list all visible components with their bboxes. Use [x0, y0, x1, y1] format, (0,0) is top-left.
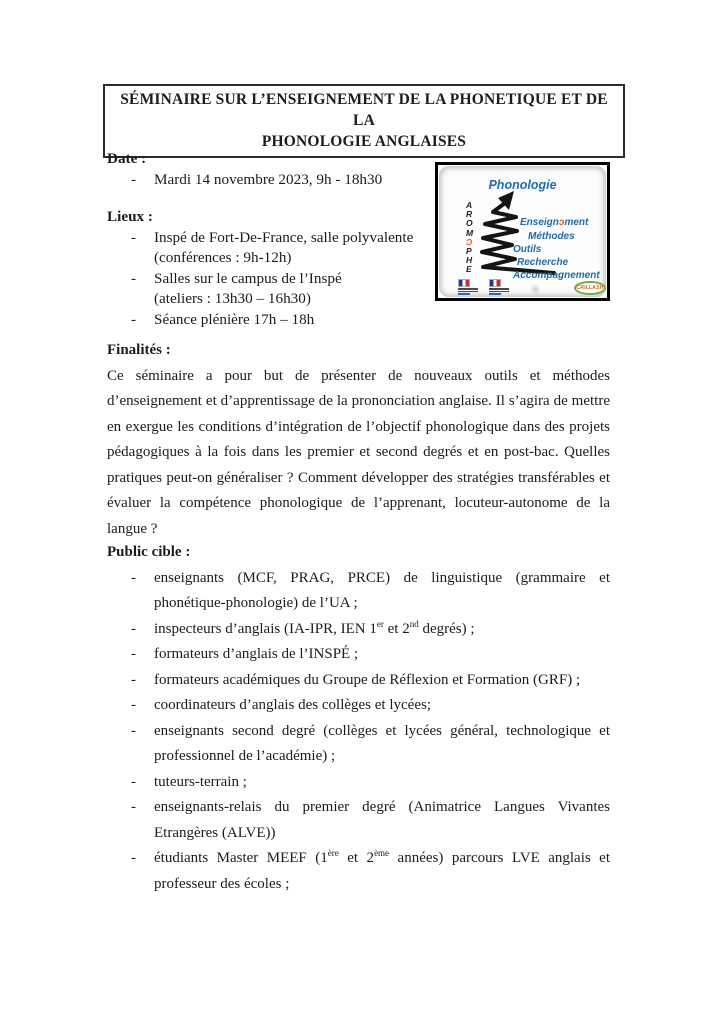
enseignement-label: [520, 217, 588, 228]
list-item-text: tuteurs-terrain ;: [154, 773, 247, 790]
list-item-text: Inspé de Fort-De-France, salle polyvalente (conférences : 9h-12h): [154, 228, 414, 266]
list-item-text: Mardi 14 novembre 2023, 9h - 18h30: [154, 170, 383, 188]
list-item: [131, 668, 610, 694]
finalites-paragraph: Ce séminaire a pour but de présenter de nouveaux outils et méthodes d’enseignement et d’apprentissage de la prononciation anglaise. Il s’agira de mettre en exergue les conditions d’intégration de l’objectif phonologique dans des projets pédagogiques à la fois dans les premier et second degrés et en post-bac. Quelles pratiques peut-on généraliser ? Comment développer des stratégies transférables et évaluer la compétence phonologique de l’apprenant, locuteur-autonome de la langue ?: [107, 367, 610, 537]
aromophe-letter: P: [466, 246, 472, 257]
aromophe-letter: Ɔ: [466, 236, 473, 247]
lieux-list: [107, 228, 437, 331]
aromophe-letter: H: [466, 255, 473, 266]
list-item: [131, 693, 610, 719]
list-item: [131, 170, 437, 191]
list-item: [131, 846, 610, 897]
list-item-text: formateurs d’anglais de l’INSPÉ ;: [154, 646, 359, 662]
crillash-logo-icon: [574, 281, 606, 295]
dash-bullet: -: [131, 671, 136, 688]
recherche-label: Recherche: [517, 257, 569, 268]
accompagnement-label: Accompagnement: [513, 270, 600, 281]
partner-logo-icon: [530, 284, 541, 295]
methodes-label: Méthodes: [528, 231, 575, 242]
dash-bullet: -: [131, 569, 136, 586]
list-item: [131, 269, 437, 310]
dash-bullet: -: [131, 269, 137, 287]
list-item-text: étudiants Master MEEF (1ère et 2ème années) parcours LVE anglais et professeur des écoles ;: [154, 848, 611, 892]
gov-logo-icon: [489, 279, 513, 295]
dash-bullet: -: [131, 646, 136, 662]
list-item-text: enseignants (MCF, PRAG, PRCE) de linguistique (grammaire et phonétique-phonologie) de l’UA ;: [154, 569, 610, 611]
list-item: [131, 566, 610, 617]
dash-bullet: -: [131, 799, 136, 815]
date-heading: Date :: [107, 150, 147, 167]
aromophe-letter: A: [466, 200, 473, 210]
title-box: [103, 84, 625, 158]
french-flag-icon: [489, 279, 501, 287]
dash-bullet: -: [131, 773, 136, 790]
section-date: [107, 149, 437, 190]
gov-logo-text: [489, 288, 513, 295]
logo-partners: [438, 279, 607, 296]
phonologie-label: Phonologie: [488, 178, 557, 192]
section-public-cible: [107, 540, 610, 897]
crillash-label: CRILLASH: [576, 285, 604, 291]
section-lieux: [107, 207, 437, 330]
gov-logo-icon: [458, 279, 482, 295]
dash-bullet: -: [131, 310, 137, 328]
list-item-text: formateurs académiques du Groupe de Réflexion et Formation (GRF) ;: [154, 671, 581, 688]
french-flag-icon: [458, 279, 470, 287]
title-line-1: SÉMINAIRE SUR L’ENSEIGNEMENT DE LA PHONETIQUE ET DE LA: [120, 91, 608, 129]
aromophe-letter: O: [466, 218, 473, 229]
list-item: [131, 617, 610, 643]
list-item: [131, 228, 437, 269]
list-item-text: coordinateurs d’anglais des collèges et lycées;: [154, 697, 431, 713]
list-item-text: enseignants second degré (collèges et lycées général, technologique et professionnel de l’académie) ;: [154, 722, 610, 764]
dash-bullet: -: [131, 620, 136, 637]
list-item: [131, 770, 610, 796]
title-line-2: PHONOLOGIE ANGLAISES: [261, 133, 467, 150]
lieux-heading: Lieux :: [107, 208, 153, 225]
list-item-text: inspecteurs d’anglais (IA-IPR, IEN 1er et 2nd degrés) ;: [154, 618, 475, 637]
list-item: [131, 795, 610, 846]
list-item-text: enseignants-relais du premier degré (Animatrice Langues Vivantes Etrangères (ALVE)): [154, 799, 610, 841]
list-item: [131, 310, 437, 331]
list-item-text: Salles sur le campus de l’Inspé (ateliers : 13h30 – 16h30): [154, 269, 342, 307]
aromophe-letter: E: [466, 264, 472, 275]
list-item: [131, 719, 610, 770]
gov-logo-text: [458, 288, 482, 295]
aromophe-letter: R: [466, 209, 473, 220]
aromophe-logo: [435, 162, 610, 301]
dash-bullet: -: [131, 170, 137, 188]
enseignement-accent: ɔ: [558, 217, 565, 228]
outils-label: Outils: [513, 244, 542, 255]
aromophe-letters: [466, 201, 473, 275]
list-item: [131, 642, 610, 668]
dash-bullet: -: [131, 697, 136, 713]
aromophe-letter: M: [466, 227, 474, 238]
section-finalites: [107, 338, 610, 542]
finalites-heading: Finalités :: [107, 342, 171, 358]
dash-bullet: -: [131, 228, 137, 246]
dash-bullet: -: [131, 850, 136, 866]
enseignement-post: ment: [564, 217, 589, 228]
public-list: [107, 566, 610, 898]
public-cible-heading: Public cible :: [107, 544, 191, 560]
dash-bullet: -: [131, 722, 136, 739]
list-item-text: Séance plénière 17h – 18h: [154, 310, 315, 328]
date-list: [107, 170, 437, 191]
enseignement-pre: Enseign: [520, 217, 559, 228]
